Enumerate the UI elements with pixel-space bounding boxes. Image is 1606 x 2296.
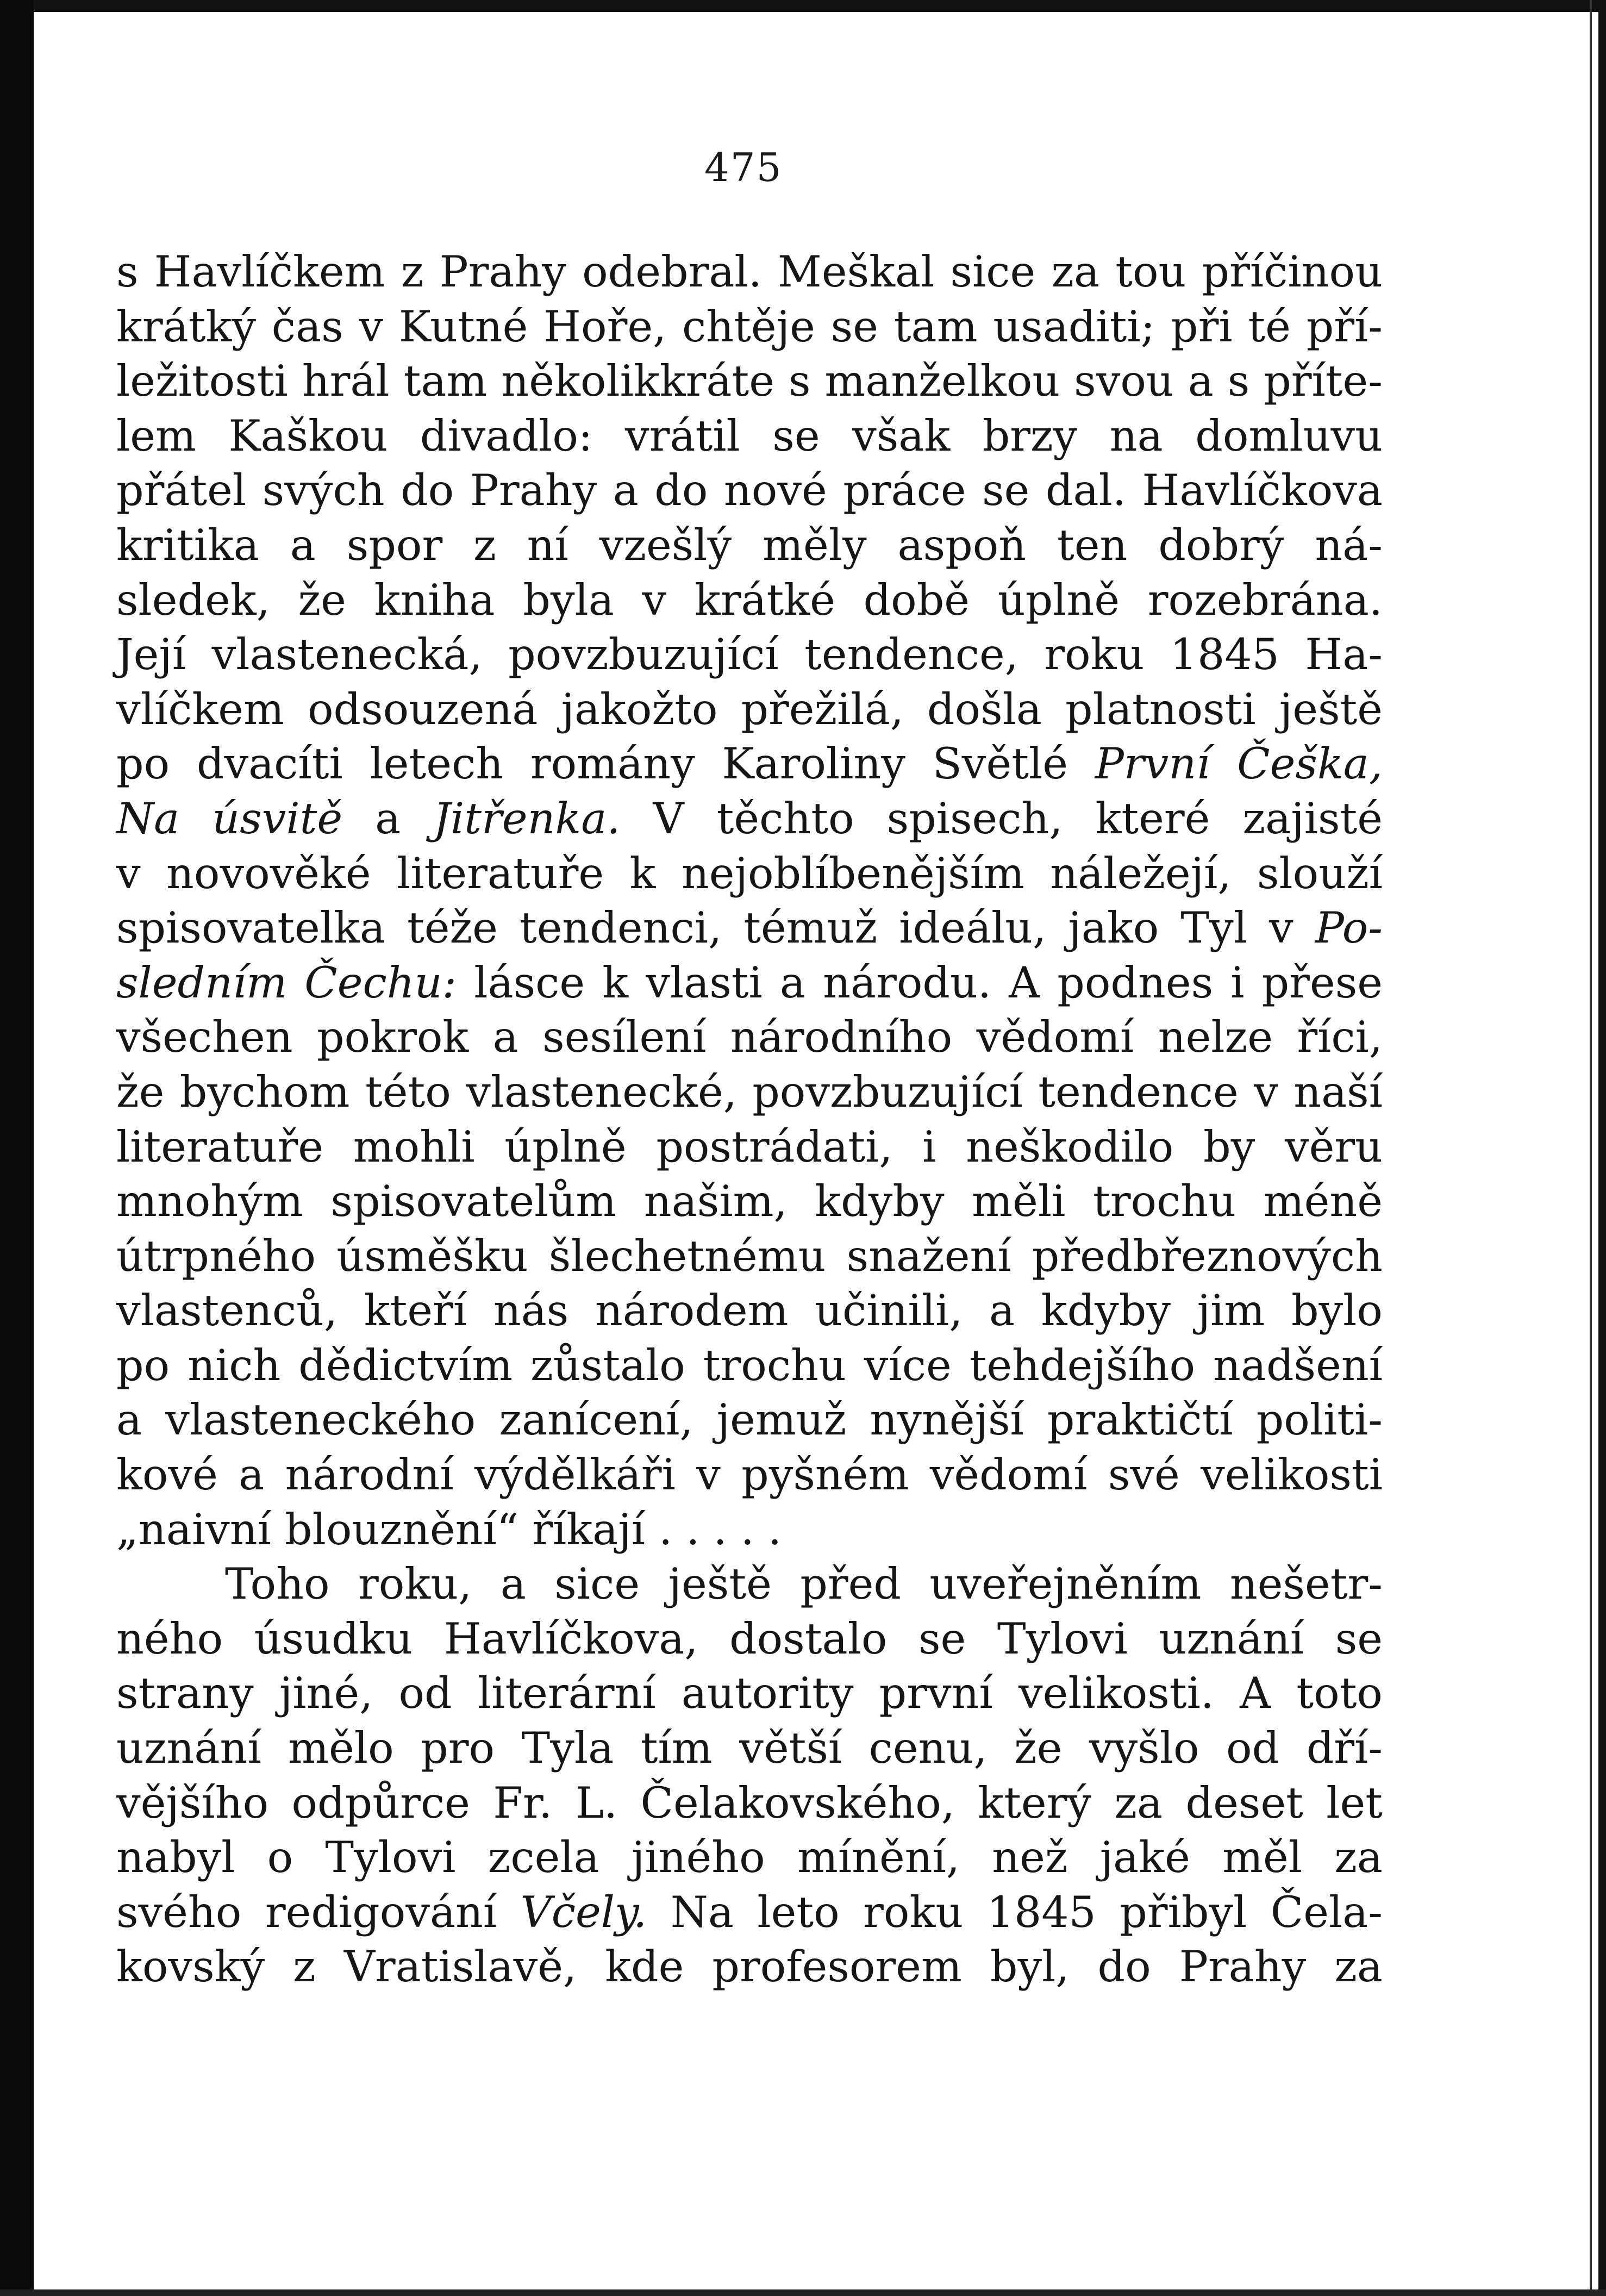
text-run: lásce k vlasti a národu. A podnes i přese [457, 957, 1383, 1008]
text-line [116, 1666, 1383, 1721]
text-line [116, 791, 1383, 846]
italic-title: Po- [1315, 903, 1383, 953]
scan-border-bottom [0, 2289, 1606, 2296]
text-line [116, 1120, 1383, 1175]
text-run: literatuře mohli úplně postrádati, i neškodilo by věru [116, 1121, 1383, 1172]
text-run: V těchto spisech, které zajisté [620, 793, 1383, 844]
text-line [116, 682, 1383, 737]
text-run: Její vlastenecká, povzbuzující tendence, roku 1845 Ha- [116, 629, 1383, 680]
text-run: kritika a spor z ní vzešlý měly aspoň ten dobrý ná- [116, 520, 1383, 570]
text-run: mnohým spisovatelům našim, kdyby měli trochu méně [116, 1176, 1383, 1227]
text-run: uznání mělo pro Tyla tím větší cenu, že vyšlo od dří- [116, 1723, 1383, 1774]
text-line [116, 1229, 1383, 1284]
text-run: „naivní blouznění“ říkají . . . . . [116, 1504, 782, 1555]
text-run: po dvacíti letech romány Karoliny Světlé [116, 739, 1095, 789]
text-run: a vlasteneckého zanícení, jemuž nynější praktičtí politi- [116, 1395, 1383, 1445]
text-run: přátel svých do Prahy a do nové práce se dal. Havlíčkova [116, 465, 1383, 516]
body-text [116, 245, 1383, 1994]
text-line [116, 1939, 1383, 1994]
italic-title: Jitřenka. [433, 793, 621, 844]
text-run: Toho roku, a sice ještě před uveřejněním nešetr- [225, 1559, 1383, 1609]
text-run: útrpného úsměšku šlechetnému snažení předbřeznových [116, 1231, 1383, 1281]
scan-border-right [1598, 0, 1606, 2296]
text-line [116, 1010, 1383, 1065]
text-run: a [342, 793, 434, 844]
text-line [116, 300, 1383, 354]
text-line [116, 245, 1383, 300]
scan-border-right-edge [1590, 0, 1592, 2296]
text-line [116, 1830, 1383, 1885]
text-run: vlastenců, kteří nás národem učinili, a kdyby jim bylo [116, 1286, 1383, 1336]
text-run: kovský z Vratislavě, kde profesorem byl, do Prahy za [116, 1942, 1383, 1992]
page-number: 475 [704, 145, 783, 190]
text-run: ležitosti hrál tam několikkráte s manželkou svou a s příte- [116, 356, 1383, 407]
text-line [116, 463, 1383, 518]
italic-title: Včely. [520, 1887, 647, 1937]
text-line [116, 409, 1383, 464]
text-line [116, 1776, 1383, 1831]
italic-title: První Češka, [1095, 739, 1383, 789]
text-line [116, 1502, 1383, 1557]
text-run: po nich dědictvím zůstalo trochu více tehdejšího nadšení [116, 1340, 1383, 1390]
text-line [116, 354, 1383, 409]
text-line [116, 1393, 1383, 1448]
italic-title: sledním Čechu: [116, 957, 457, 1008]
text-run: svého redigování [116, 1887, 521, 1937]
text-run: v novověké literatuře k nejoblíbenějším náležejí, slouží [116, 848, 1383, 899]
scan-border-top [0, 0, 1606, 12]
text-run: nabyl o Tylovi zcela jiného mínění, než jaké měl za [116, 1832, 1383, 1883]
text-run: že bychom této vlastenecké, povzbuzující tendence v naší [116, 1066, 1383, 1117]
text-run: kové a národní výdělkáři v pyšném vědomí své velikosti [116, 1450, 1383, 1500]
text-line [116, 1065, 1383, 1120]
text-line [116, 846, 1383, 901]
text-line [116, 737, 1383, 791]
text-line [116, 1283, 1383, 1338]
text-run: všechen pokrok a sesílení národního vědomí nelze říci, [116, 1012, 1383, 1063]
text-run: vějšího odpůrce Fr. L. Čelakovského, který za deset let [116, 1777, 1383, 1828]
text-line [116, 1721, 1383, 1776]
text-run: lem Kaškou divadlo: vrátil se však brzy na domluvu [116, 410, 1383, 461]
text-line [116, 1174, 1383, 1229]
text-line [116, 1448, 1383, 1502]
text-run: vlíčkem odsouzená jakožto přežilá, došla platnosti ještě [116, 684, 1383, 734]
text-run: sledek, že kniha byla v krátké době úplně rozebrána. [116, 575, 1383, 625]
text-line [116, 627, 1383, 682]
text-line [116, 1338, 1383, 1393]
text-line [116, 1612, 1383, 1667]
text-run: strany jiné, od literární autority první velikosti. A toto [116, 1668, 1383, 1719]
text-line [116, 1557, 1383, 1612]
text-line [116, 1885, 1383, 1940]
text-run: spisovatelka téže tendenci, témuž ideálu, jako Tyl v [116, 903, 1315, 953]
text-line [116, 518, 1383, 573]
text-line [116, 573, 1383, 628]
text-run: s Havlíčkem z Prahy odebral. Meškal sice za tou příčinou [116, 247, 1383, 297]
text-run: ného úsudku Havlíčkova, dostalo se Tylovi uznání se [116, 1613, 1383, 1664]
scan-border-left [0, 0, 34, 2296]
text-run: krátký čas v Kutné Hoře, chtěje se tam usaditi; při té pří- [116, 301, 1383, 352]
italic-title: Na úsvitě [116, 793, 343, 844]
text-run: Na leto roku 1845 přibyl Čela- [647, 1887, 1383, 1937]
text-line [116, 956, 1383, 1010]
text-line [116, 901, 1383, 956]
